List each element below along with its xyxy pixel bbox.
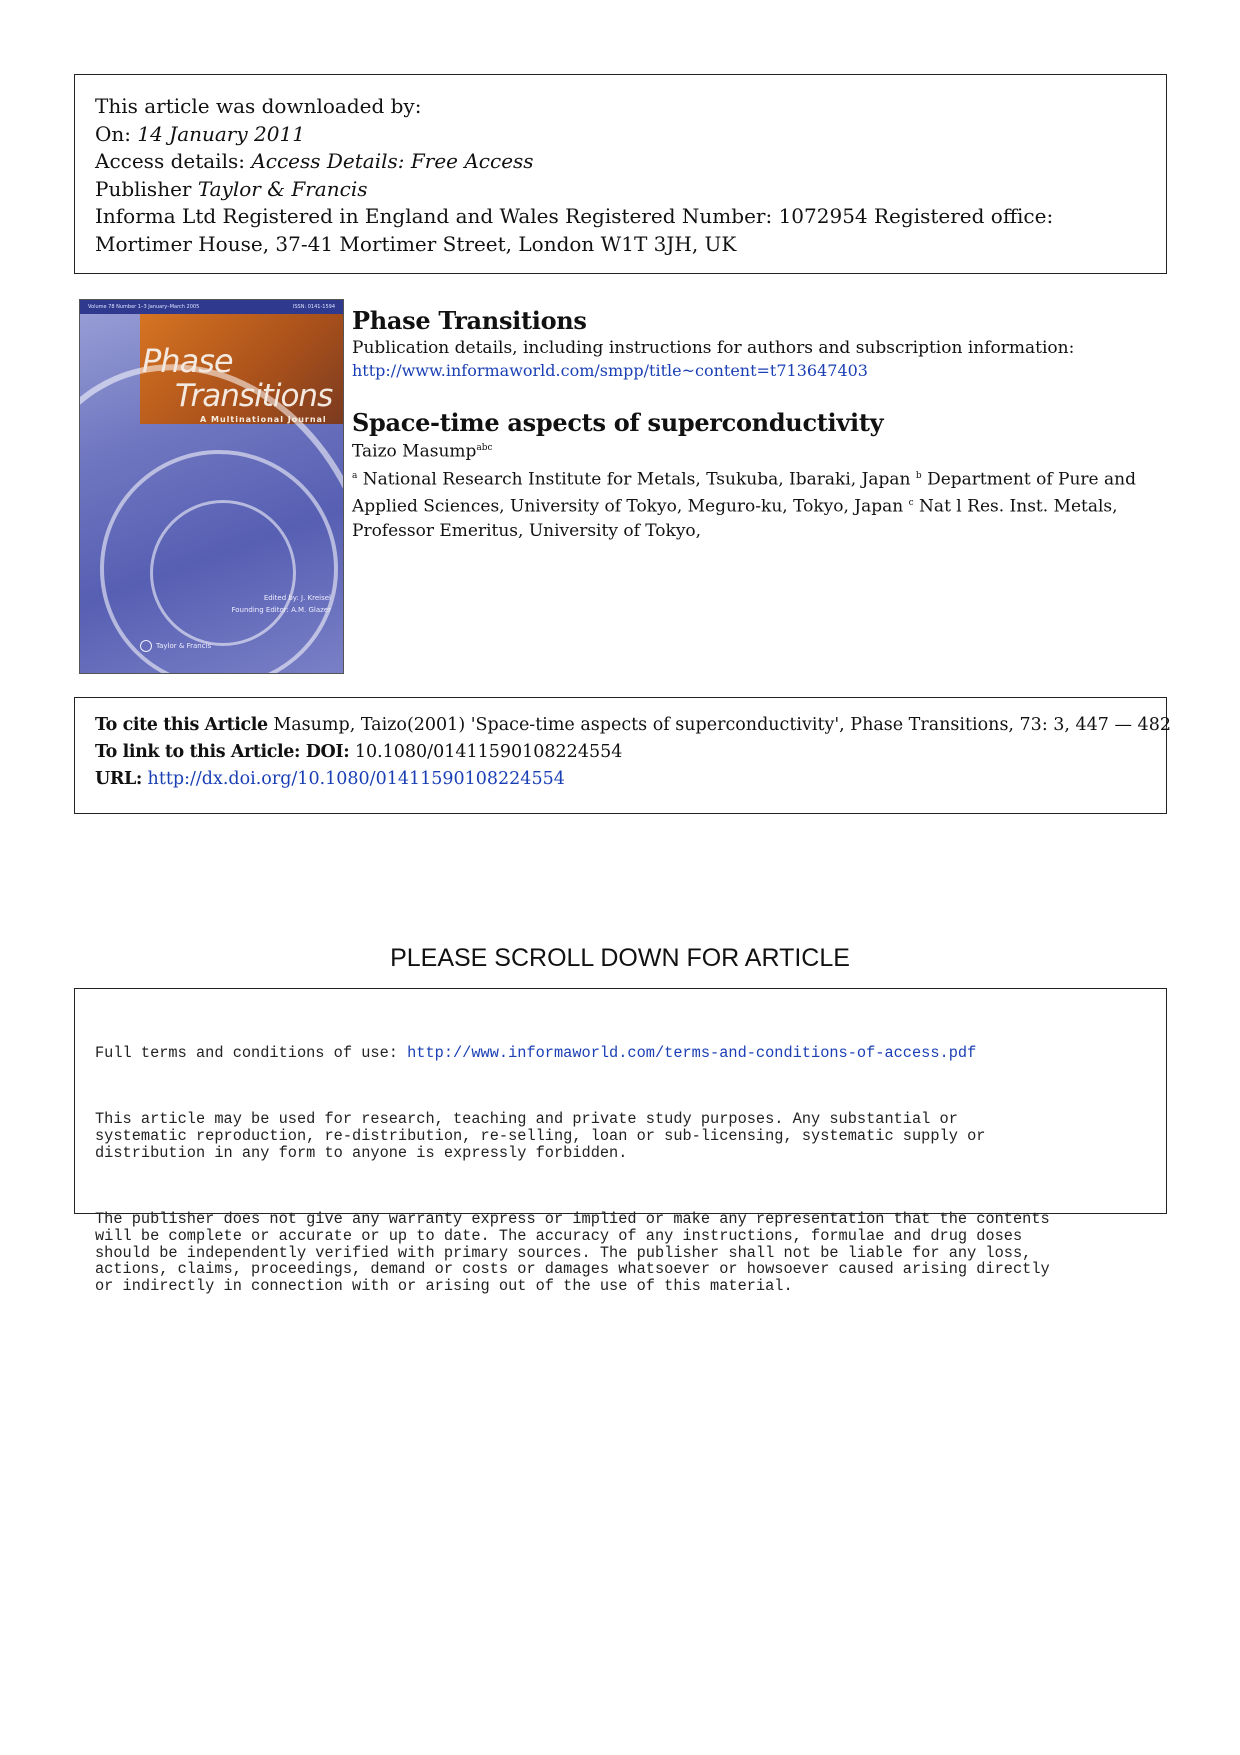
terms-url-link[interactable]: http://www.informaworld.com/terms-and-conditions-of-access.pdf xyxy=(407,1043,977,1062)
aff-c-text: Nat l Res. Inst. Metals, Professor Emeritus, University of Tokyo, xyxy=(352,496,1118,541)
publisher-label: Publisher xyxy=(95,176,192,201)
doi-text: 10.1080/01411590108224554 xyxy=(349,742,623,762)
on-value: 14 January 2011 xyxy=(137,121,305,146)
cover-title-line1: Phase xyxy=(142,342,233,380)
article-title: Space-time aspects of superconductivity xyxy=(352,408,884,437)
link-label: To link to this Article: DOI: xyxy=(95,742,350,762)
cover-publisher-name: Taylor & Francis xyxy=(156,642,212,650)
aff-mark-c: c xyxy=(908,498,914,509)
doi-line xyxy=(95,739,1146,766)
access-value: Access Details: Free Access xyxy=(251,149,534,173)
author-name: Taizo Masump xyxy=(352,441,477,462)
cover-topbar xyxy=(80,300,343,314)
journal-url-link[interactable]: http://www.informaworld.com/smpp/title~content=t713647403 xyxy=(352,361,868,380)
article-author xyxy=(352,438,1172,462)
cover-swirl xyxy=(150,500,296,646)
cite-text: Masump, Taizo(2001) 'Space-time aspects of superconductivity', Phase Transitions, 73: 3, 447 — 482 xyxy=(267,715,1171,735)
cover-publisher-logo xyxy=(140,640,211,652)
scroll-notice: PLEASE SCROLL DOWN FOR ARTICLE xyxy=(390,944,850,972)
cite-label: To cite this Article xyxy=(95,715,268,735)
disclaimer-paragraph: The publisher does not give any warranty express or implied or make any representation that the contents will be complete or accurate or up to date. The accuracy of any instructions, formulae and drug doses should be independently verified with primary sources. The publisher shall not be liable for any loss, actions, claims, proceedings, demand or costs or damages whatsoever or howsoever caused arising directly or indirectly in connection with or arising out of the use of this material. xyxy=(95,1209,1050,1296)
publisher xyxy=(95,176,1146,204)
cover-editors xyxy=(231,592,331,616)
downloaded-by-text: This article was downloaded by: xyxy=(95,94,422,118)
aff-b-text: Department of Pure and Applied Sciences, University of Tokyo, Meguro-ku, Tokyo, Japan xyxy=(352,469,1136,517)
journal-title: Phase Transitions xyxy=(352,306,587,335)
aff-mark-b: b xyxy=(915,470,922,481)
cover-edited-by: Edited by: J. Kreisel xyxy=(263,594,331,602)
full-terms-label: Full terms and conditions of use: xyxy=(95,1043,408,1062)
registered-office-text: Informa Ltd Registered in England and Wales Registered Number: 1072954 Registered office: Mortimer House, 37-41 Mortimer Street, London W1T 3JH, UK xyxy=(95,204,1054,256)
aff-a-text: National Research Institute for Metals, Tsukuba, Ibaraki, Japan xyxy=(357,469,916,490)
citation-box xyxy=(74,697,1171,814)
on-label: On: xyxy=(95,121,132,146)
author-affiliations xyxy=(352,464,1172,543)
doi-url-link[interactable]: http://dx.doi.org/10.1080/01411590108224554 xyxy=(141,769,565,789)
usage-paragraph: This article may be used for research, teaching and private study purposes. Any substantial or systematic reproduction, re-distribution, re-selling, loan or sub-licensing, systematic supply or distribution in any form to anyone is expressly forbidden. xyxy=(95,1109,986,1162)
cover-issn-text: ISSN: 0141-1594 xyxy=(292,304,335,310)
url-label: URL: xyxy=(95,769,142,789)
publisher-logo-icon xyxy=(140,640,152,652)
author-affiliation-marks: abc xyxy=(476,443,493,453)
cover-founding-editor: Founding Editor: A.M. Glazer xyxy=(231,606,331,614)
cover-title-line2: Transitions xyxy=(175,378,333,414)
cover-volume-text: Volume 78 Number 1–3 January–March 2005 xyxy=(88,304,200,310)
journal-info xyxy=(352,306,1172,543)
full-terms-line xyxy=(95,1045,1146,1062)
cover-subtitle: A Multinational Journal xyxy=(200,415,327,424)
publisher-value: Taylor & Francis xyxy=(197,176,368,201)
journal-cover-image xyxy=(79,299,344,674)
download-info-box xyxy=(74,74,1167,274)
cite-line xyxy=(95,712,1171,739)
access-details xyxy=(95,148,1146,176)
terms-box xyxy=(74,988,1167,1296)
url-line xyxy=(95,766,1146,793)
access-label: Access details: xyxy=(95,149,245,173)
publication-details: Publication details, including instructions for authors and subscription information: xyxy=(352,338,1075,358)
aff-mark-a: a xyxy=(352,470,358,481)
download-date xyxy=(95,121,1146,149)
